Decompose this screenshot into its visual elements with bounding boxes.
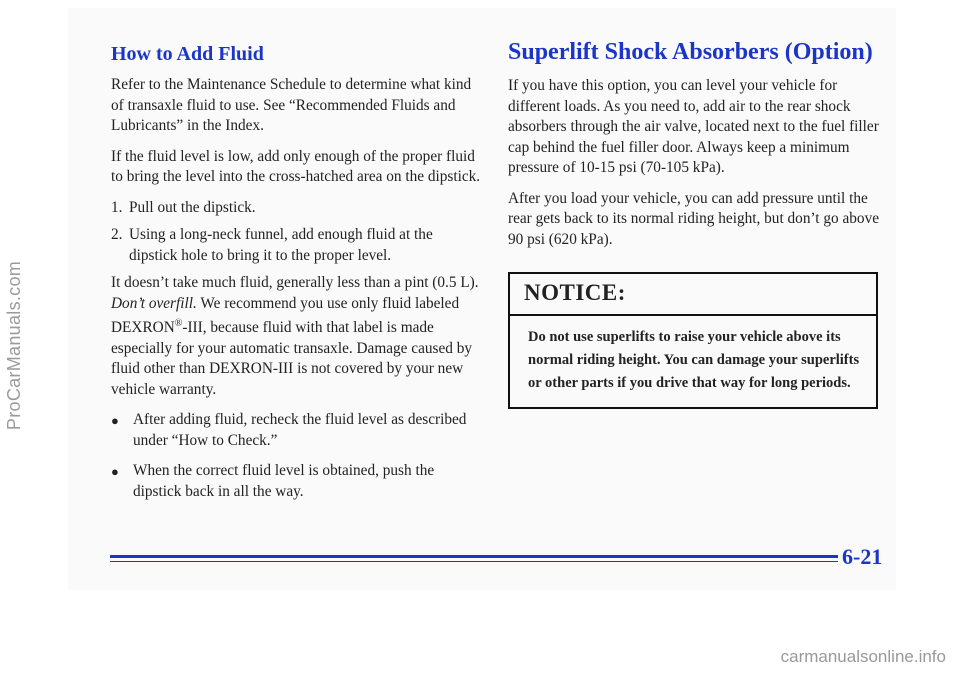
bullet-item xyxy=(111,461,481,502)
bullet-icon: ● xyxy=(111,464,119,480)
step-text: Pull out the dipstick. xyxy=(129,198,256,216)
notice-text: Do not use superlifts to raise your vehicle above its normal riding height. You can damage your superlifts or other parts if you drive that way for long periods. xyxy=(528,329,860,391)
right-column xyxy=(508,40,880,409)
bullet-text: When the correct fluid level is obtained, push the dipstick back in all the way. xyxy=(133,462,435,500)
footer-rule xyxy=(110,555,838,558)
left-column xyxy=(111,40,481,512)
numbered-step xyxy=(111,198,481,219)
step-number: 1. xyxy=(111,198,123,216)
side-watermark xyxy=(2,135,28,555)
paragraph: After you load your vehicle, you can add pressure until the rear gets back to its normal riding height, but don’t go above 90 psi (620 kPa). xyxy=(508,189,880,248)
watermark-text: ProCarManuals.com xyxy=(4,260,25,430)
step-text: Using a long-neck funnel, add enough fluid at the dipstick hole to bring it to the proper level. xyxy=(129,226,433,264)
paragraph: If the fluid level is low, add only enough of the proper fluid to bring the level into the cross-hatched area on the dipstick. xyxy=(111,147,481,185)
bullet-item xyxy=(111,410,481,451)
section-heading-superlift: Superlift Shock Absorbers (Option) xyxy=(508,39,873,65)
footer-site-text: carmanualsonline.info xyxy=(780,647,946,666)
text-run: It doesn’t take much fluid, generally less than a pint (0.5 L). xyxy=(111,274,479,291)
paragraph: Refer to the Maintenance Schedule to determine what kind of transaxle fluid to use. See “Recommended Fluids and Lubricants” in the Index. xyxy=(111,76,472,134)
notice-title: NOTICE: xyxy=(510,274,876,316)
paragraph: If you have this option, you can level your vehicle for different loads. As you need to, add air to the rear shock absorbers through the air valve, located next to the fuel filler cap behind the fuel filler door. Always keep a minimum pressure of 10-15 psi (70-105 kPa). xyxy=(508,77,879,176)
paragraph-fluid-warning xyxy=(111,273,481,400)
notice-box xyxy=(508,272,878,409)
bullet-icon: ● xyxy=(111,413,119,429)
section-heading-add-fluid: How to Add Fluid xyxy=(111,43,264,65)
registered-mark: ® xyxy=(174,318,183,329)
text-run: -III, because fluid with that label is made especially for your automatic transaxle. Damage caused by fluid other than DEXRON-III is not covered by your new vehicle warranty. xyxy=(111,319,473,398)
page-number: 6-21 xyxy=(842,544,883,569)
footer-rule-thin xyxy=(110,561,838,562)
emphasis-text: Don’t overfill. xyxy=(111,294,197,312)
text-run: We recommend you use only fluid labeled DEXRON xyxy=(111,294,460,337)
numbered-step xyxy=(111,225,481,266)
step-number: 2. xyxy=(111,226,123,243)
bullet-text: After adding fluid, recheck the fluid level as described under “How to Check.” xyxy=(133,411,467,449)
